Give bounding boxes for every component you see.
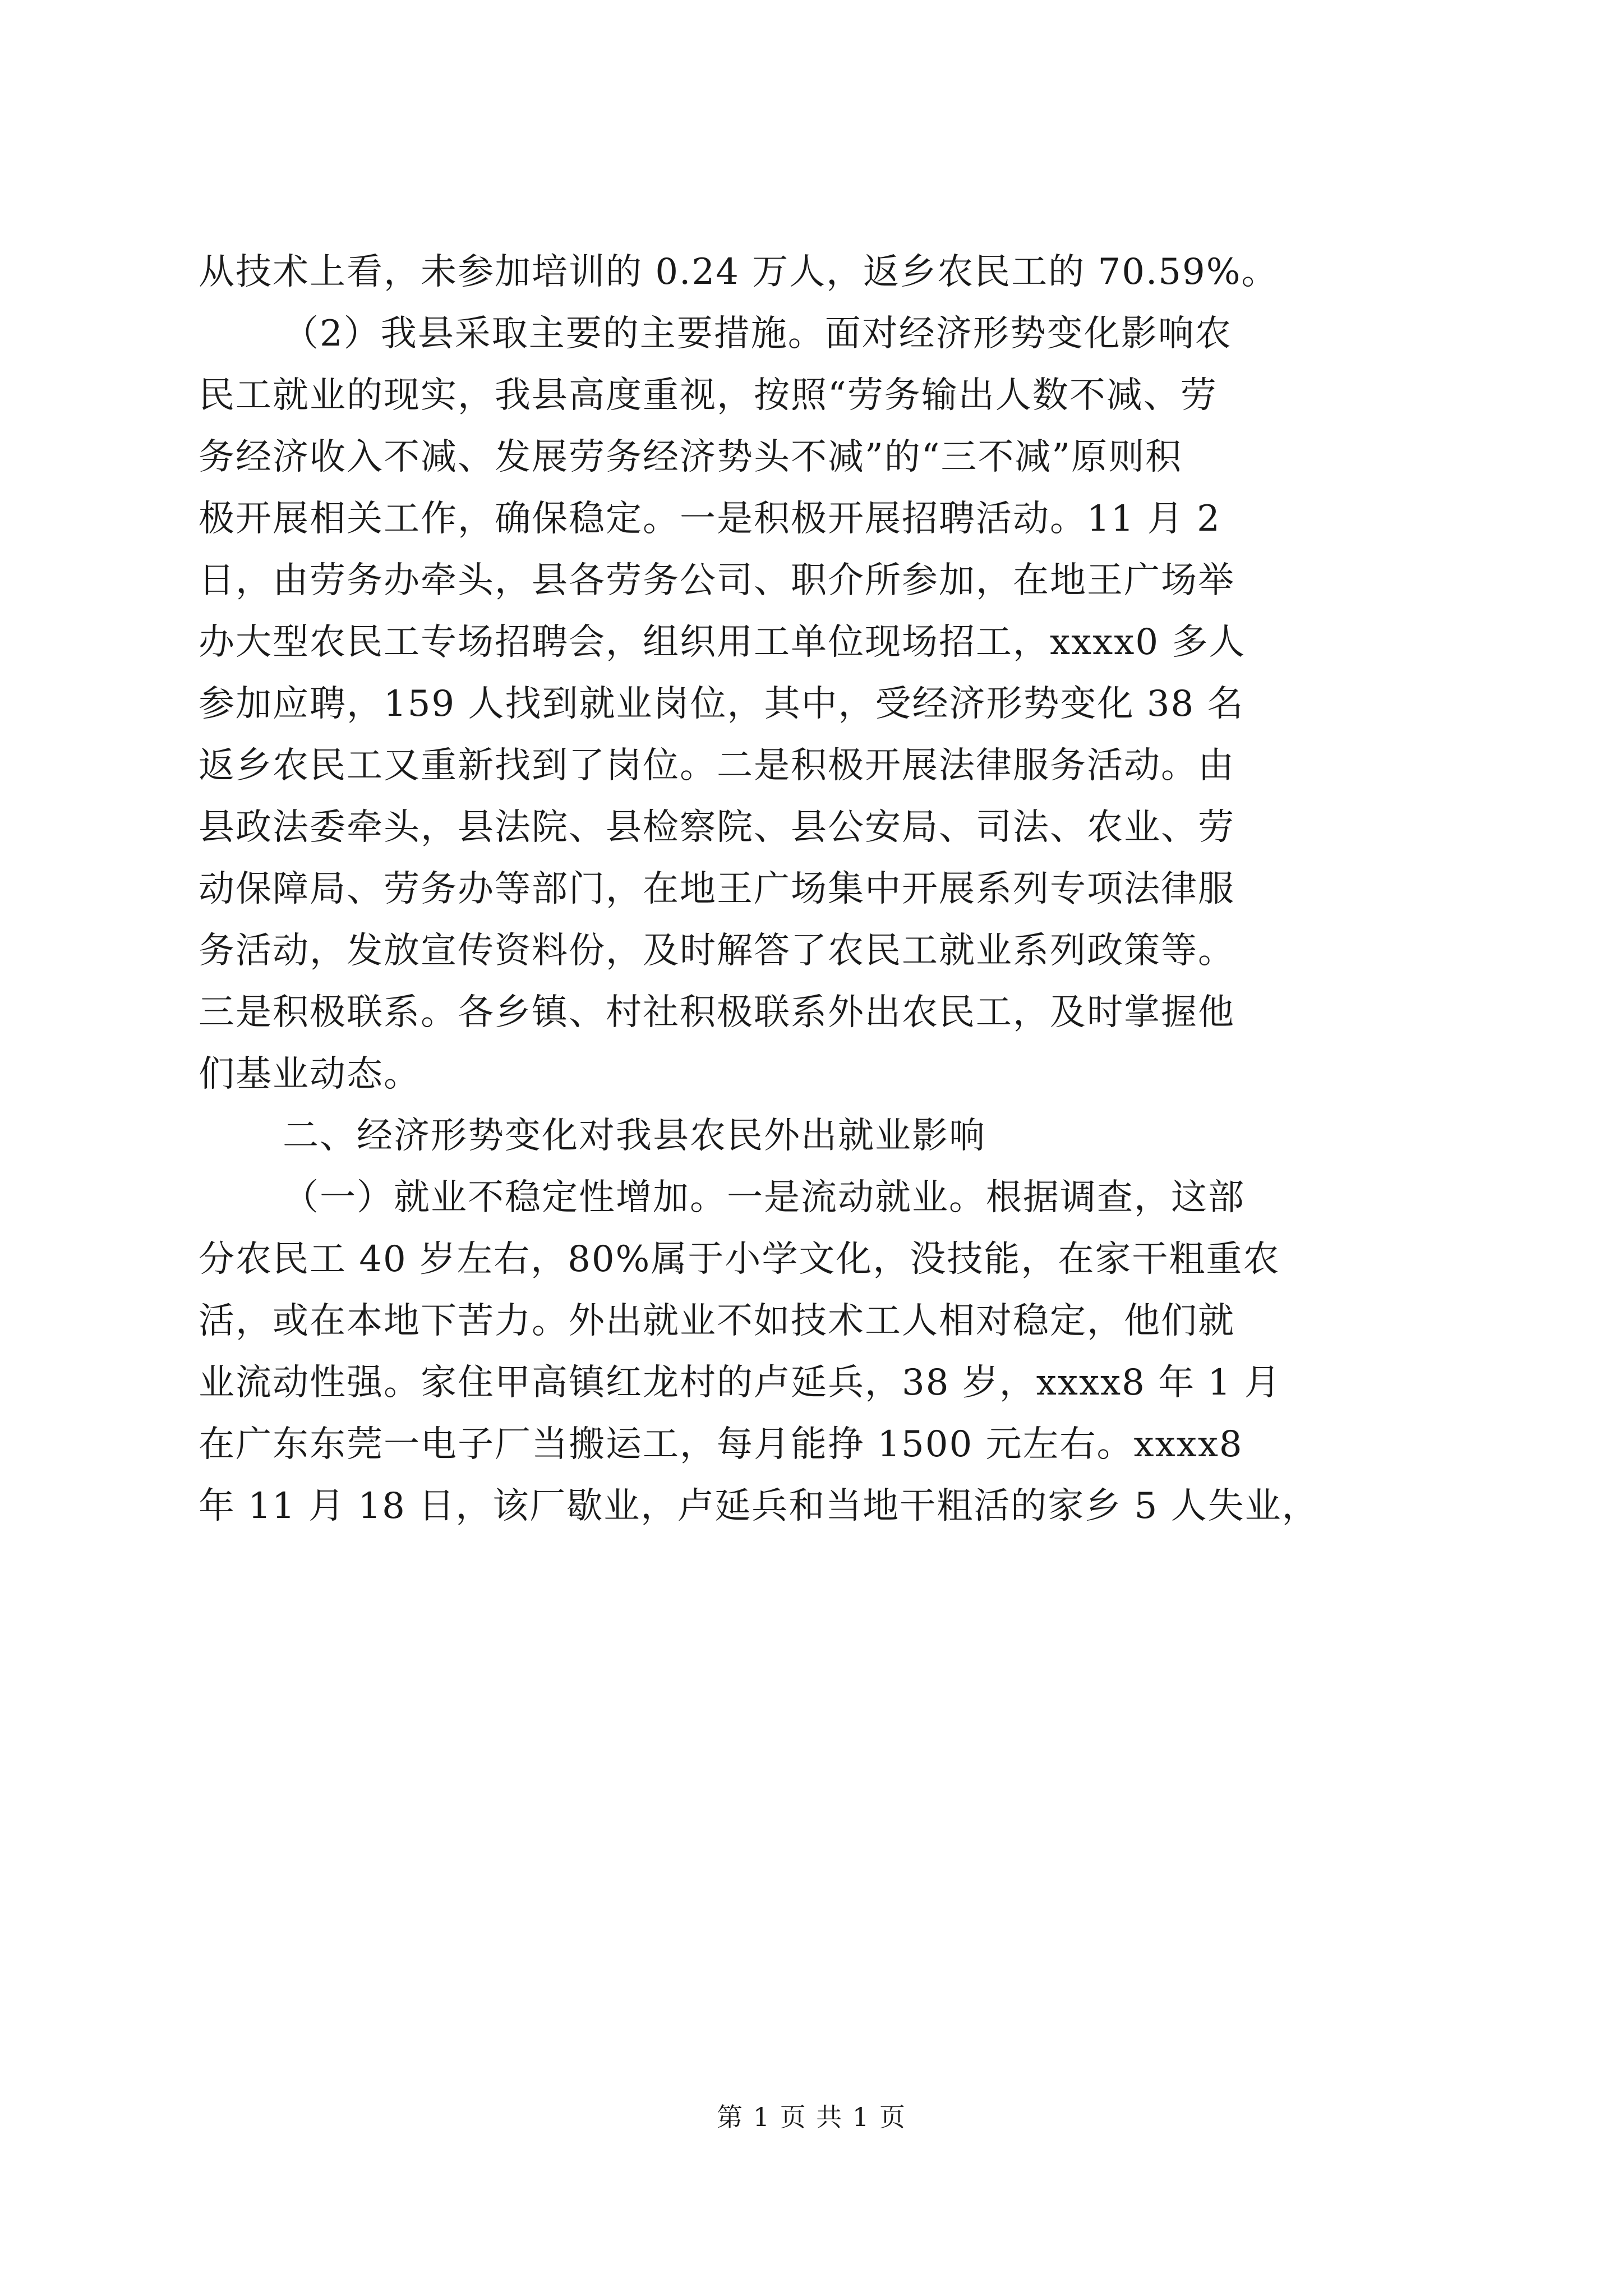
- text-line: 业流动性强。家住甲高镇红龙村的卢延兵，38 岁，xxxx8 年 1 月: [199, 1362, 1281, 1404]
- text-line: 极开展相关工作，确保稳定。一是积极开展招聘活动。11 月 2: [199, 498, 1221, 540]
- text-line: 参加应聘，159 人找到就业岗位，其中，受经济形势变化 38 名: [199, 683, 1244, 725]
- text-line: 日，由劳务办牵头，县各劳务公司、职介所参加，在地王广场举: [199, 560, 1235, 601]
- paragraph-start-line: （一）就业不稳定性增加。一是流动就业。根据调查，这部: [283, 1177, 1245, 1218]
- text-line: 民工就业的现实，我县高度重视，按照“劳务输出人数不减、劳: [199, 375, 1218, 416]
- text-line: 活，或在本地下苦力。外出就业不如技术工人相对稳定，他们就: [199, 1300, 1235, 1342]
- text-line: 们基业动态。: [199, 1053, 421, 1095]
- document-body: [199, 241, 1427, 1537]
- text-line: 分农民工 40 岁左右，80%属于小学文化，没技能，在家干粗重农: [199, 1239, 1280, 1280]
- text-line: 务经济收入不减、发展劳务经济势头不减”的“三不减”原则积: [199, 436, 1183, 478]
- section-heading: 二、经济形势变化对我县农民外出就业影响: [283, 1115, 986, 1157]
- text-line: 县政法委牵头，县法院、县检察院、县公安局、司法、农业、劳: [199, 807, 1235, 848]
- text-line: 办大型农民工专场招聘会，组织用工单位现场招工，xxxx0 多人: [199, 622, 1246, 663]
- text-line: 在广东东莞一电子厂当搬运工，每月能挣 1500 元左右。xxxx8: [199, 1424, 1243, 1465]
- page-number-label: 第 1 页 共 1 页: [717, 2102, 906, 2132]
- text-line: 年 11 月 18 日，该厂歇业，卢延兵和当地干粗活的家乡 5 人失业，: [199, 1485, 1319, 1527]
- paragraph-start-line: （2）我县采取主要的主要措施。面对经济形势变化影响农: [283, 313, 1232, 355]
- text-line: 返乡农民工又重新找到了岗位。二是积极开展法律服务活动。由: [199, 745, 1235, 786]
- text-line: 务活动，发放宣传资料份，及时解答了农民工就业系列政策等。: [199, 930, 1235, 972]
- text-line: 从技术上看，未参加培训的 0.24 万人，返乡农民工的 70.59%。: [199, 251, 1279, 293]
- page-footer: [0, 2097, 1623, 2134]
- text-line: 三是积极联系。各乡镇、村社积极联系外出农民工，及时掌握他: [199, 992, 1235, 1033]
- text-line: 动保障局、劳务办等部门，在地王广场集中开展系列专项法律服: [199, 868, 1235, 910]
